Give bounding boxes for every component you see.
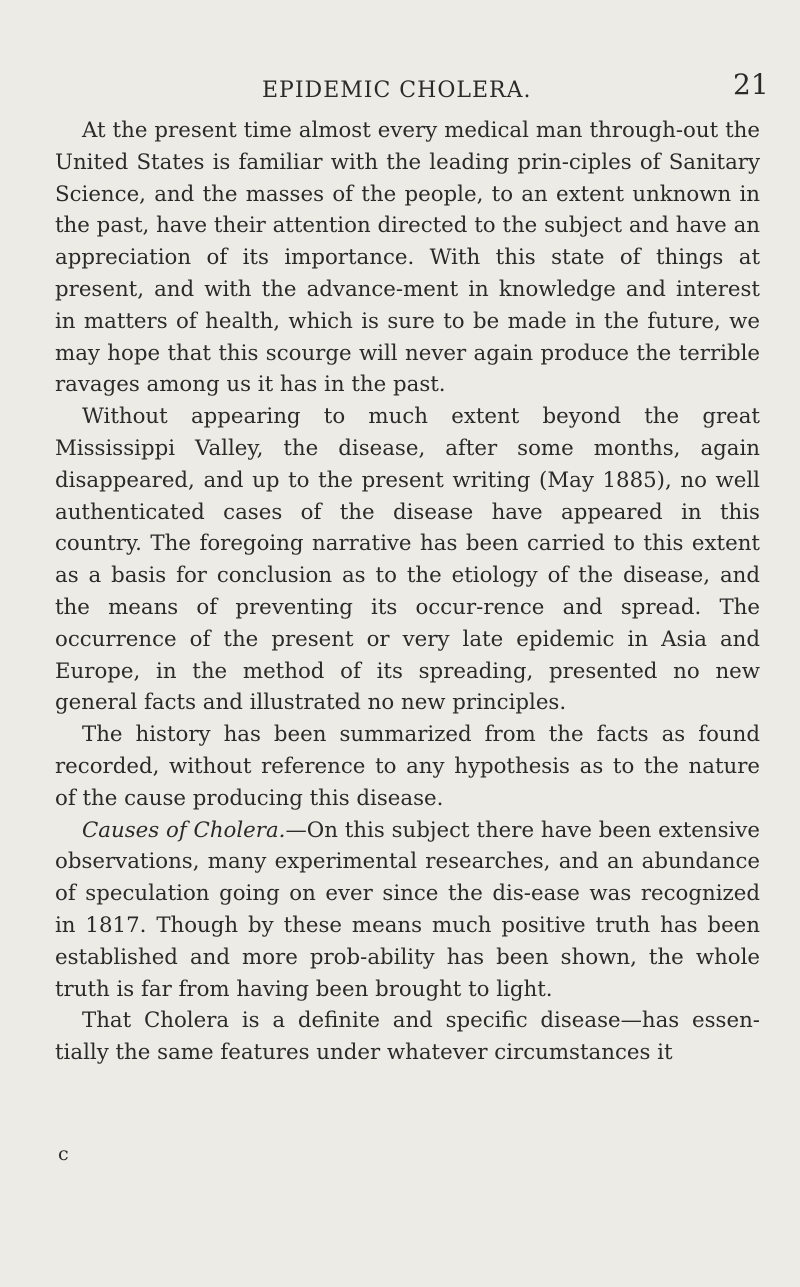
paragraph-text: —On this subject there have been extensive observations, many experimental researches, and an abundance of speculation going on ever since the dis-ease was recognized in 1817. Though by these means much positive truth has been established and more prob-ability has been shown, the whole truth is far from having been brought to light.	[55, 817, 760, 1002]
paragraph: That Cholera is a definite and specific disease—has essen-tially the same features under whatever circumstances it	[55, 1008, 760, 1066]
paragraph-causes	[55, 815, 760, 1006]
paragraph: At the present time almost every medical man through-out the United States is familiar with the leading prin-ciples of Sanitary Science, and the masses of the people, to an extent unknown in the past, have their attention directed to the subject and have an appreciation of its importance. With this state of things at present, and with the advance-ment in knowledge and interest in matters of health, which is sure to be made in the future, we may hope that this scourge will never again produce the terrible ravages among us it has in the past.	[55, 118, 760, 398]
section-lead-heading: Causes of Cholera.	[82, 817, 286, 843]
body-text	[55, 115, 760, 1069]
running-title: EPIDEMIC CHOLERA.	[262, 78, 532, 103]
paragraph: Without appearing to much extent beyond the great Mississippi Valley, the disease, after some months, again disappeared, and up to the present writing (May 1885), no well authenticated cases of the disease have appeared in this country. The foregoing narrative has been carried to this extent as a basis for conclusion as to the etiology of the disease, and the means of preventing its occur-rence and spread. The occurrence of the present or very late epidemic in Asia and Europe, in the method of its spreading, presented no new general facts and illustrated no new principles.	[55, 404, 760, 716]
page-number: 21	[733, 68, 769, 101]
paragraph: The history has been summarized from the facts as found recorded, without reference to any hypothesis as to the nature of the cause producing this disease.	[55, 722, 760, 811]
signature-mark: c	[58, 1143, 69, 1165]
